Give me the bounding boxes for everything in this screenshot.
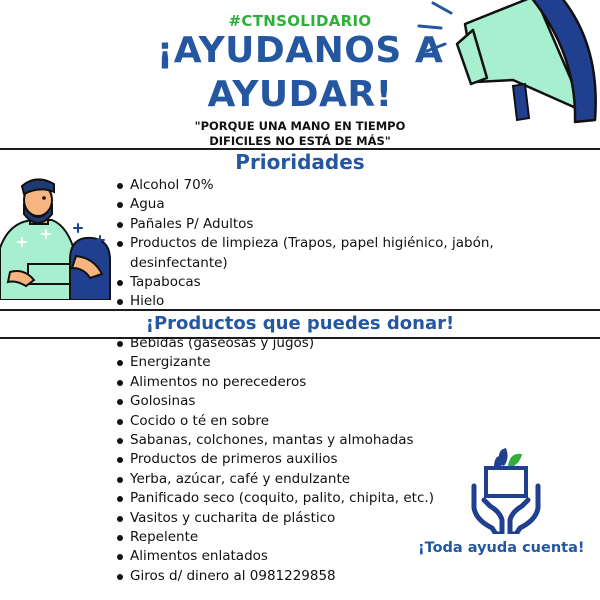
list-item: Productos de primeros auxilios — [116, 450, 466, 469]
list-item-continuation: desinfectante) — [130, 254, 228, 271]
list-item: Tapabocas — [116, 273, 506, 292]
donations-title: ¡Productos que puedes donar! — [145, 313, 455, 334]
list-item: Productos de limpieza (Trapos, papel higiénico, jabón, — [116, 234, 506, 253]
hashtag: #CTNSOLIDARIO — [228, 12, 372, 30]
subtitle-line-1: "PORQUE UNA MANO EN TIEMPO — [194, 119, 406, 133]
list-item: Vasitos y cucharita de plástico — [116, 509, 466, 528]
list-item: Sabanas, colchones, mantas y almohadas — [116, 431, 466, 450]
donation-hands-icon — [470, 448, 542, 534]
subtitle-line-2: DIFICILES NO ESTÁ DE MÁS" — [209, 134, 391, 148]
list-item: Yerba, azúcar, café y endulzante — [116, 470, 466, 489]
list-item: Agua — [116, 195, 506, 214]
page-title-line-1: ¡AYUDANOS A — [156, 30, 444, 71]
priorities-title: Prioridades — [235, 150, 365, 174]
list-item: Bebidas (gaseosas y jugos) — [116, 334, 466, 353]
list-item: Cocido o té en sobre — [116, 412, 466, 431]
person-illustration — [0, 176, 112, 300]
list-item: Golosinas — [116, 392, 466, 411]
list-item: Repelente — [116, 528, 466, 547]
list-item: Giros d/ dinero al 0981229858 — [116, 567, 466, 586]
list-item: Panificado seco (coquito, palito, chipita, etc.) — [116, 489, 466, 508]
subtitle — [0, 119, 600, 149]
page-title-line-2: AYUDAR! — [207, 74, 393, 115]
priorities-list — [116, 176, 506, 312]
donations-list — [116, 334, 466, 586]
list-item: Alimentos enlatados — [116, 547, 466, 566]
list-item: Energizante — [116, 353, 466, 372]
list-item: Alcohol 70% — [116, 176, 506, 195]
list-item: Hielo — [116, 292, 506, 311]
list-item: Alimentos no perecederos — [116, 373, 466, 392]
list-item: Pañales P/ Adultos — [116, 215, 506, 234]
tagline: ¡Toda ayuda cuenta! — [418, 540, 585, 556]
